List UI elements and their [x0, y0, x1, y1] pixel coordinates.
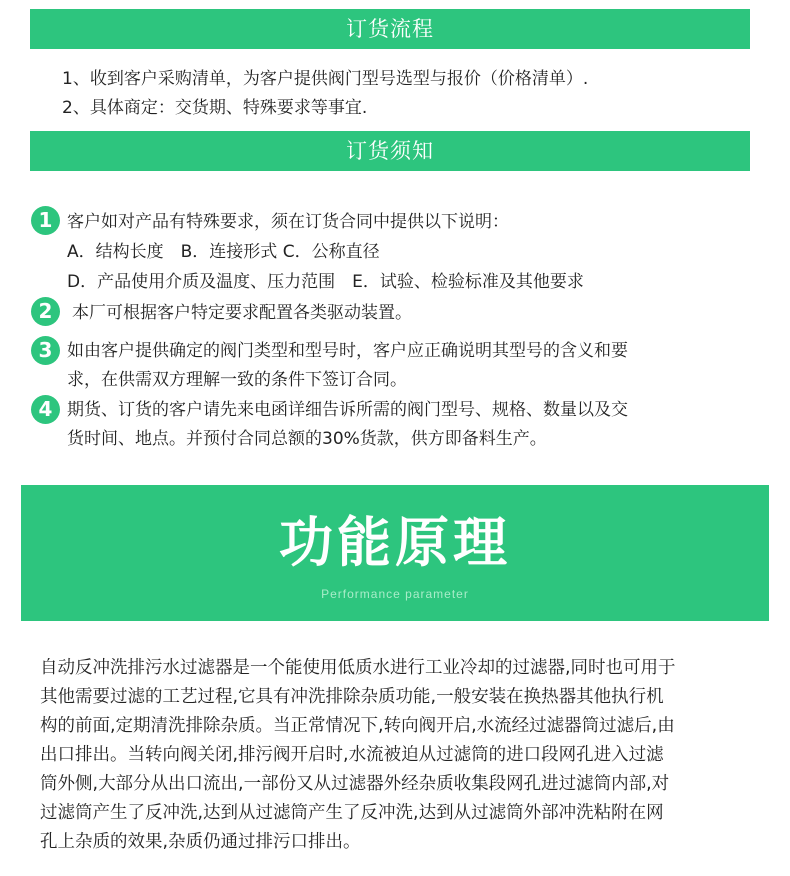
notice-item-3-line-1: 如由客户提供确定的阀门类型和型号时，客户应正确说明其型号的含义和要: [67, 341, 628, 361]
order-process-header: [30, 9, 750, 49]
function-description-line: 孔上杂质的效果,杂质仍通过排污口排出。: [40, 832, 361, 852]
function-description-line: 构的前面,定期清洗排除杂质。当正常情况下,转向阀开启,水流经过滤器筒过滤后,由: [40, 716, 675, 736]
order-notice-title: 订货须知: [346, 139, 434, 163]
number-badge-3: 3: [31, 336, 60, 365]
function-description-line: 其他需要过滤的工艺过程,它具有冲洗排除杂质功能,一般安装在换热器其他执行机: [40, 687, 664, 707]
notice-item-4-line-1: 期货、订货的客户请先来电函详细告诉所需的阀门型号、规格、数量以及交: [67, 400, 628, 420]
number-badge-1: 1: [31, 206, 60, 235]
function-banner: [21, 485, 769, 621]
function-description: [40, 654, 768, 857]
function-banner-title: 功能原理: [279, 511, 511, 574]
function-description-line: 出口排出。当转向阀关闭,排污阀开启时,水流被迫从过滤筒的进口段网孔进入过滤: [40, 745, 664, 765]
notice-item-4-line-2: 货时间、地点。并预付合同总额的30%货款，供方即备料生产。: [67, 429, 547, 449]
function-description-line: 筒外侧,大部分从出口流出,一部份又从过滤器外经杂质收集段网孔进过滤筒内部,对: [40, 774, 670, 794]
order-process-step-1: 1、收到客户采购清单，为客户提供阀门型号选型与报价（价格清单）.: [62, 69, 589, 89]
number-badge-4: 4: [31, 395, 60, 424]
notice-item-1-line-3: D．产品使用介质及温度、压力范围 E．试验、检验标准及其他要求: [67, 272, 584, 292]
function-banner-subtitle: Performance parameter: [321, 587, 469, 601]
notice-item-3-line-2: 求，在供需双方理解一致的条件下签订合同。: [67, 370, 407, 390]
function-description-line: 自动反冲洗排污水过滤器是一个能使用低质水进行工业冷却的过滤器,同时也可用于: [40, 658, 676, 678]
order-process-step-2: 2、具体商定：交货期、特殊要求等事宜.: [62, 98, 368, 118]
order-process-title: 订货流程: [346, 17, 434, 41]
order-notice-header: [30, 131, 750, 171]
number-badge-2: 2: [31, 297, 60, 326]
notice-item-1-line-1: 客户如对产品有特殊要求，须在订货合同中提供以下说明：: [67, 212, 509, 232]
notice-item-2-line-1: 本厂可根据客户特定要求配置各类驱动装置。: [72, 303, 412, 323]
notice-item-1-line-2: A．结构长度 B．连接形式 C．公称直径: [67, 242, 380, 262]
function-description-line: 过滤筒产生了反冲洗,达到从过滤筒产生了反冲洗,达到从过滤筒外部冲洗粘附在网: [40, 803, 664, 823]
